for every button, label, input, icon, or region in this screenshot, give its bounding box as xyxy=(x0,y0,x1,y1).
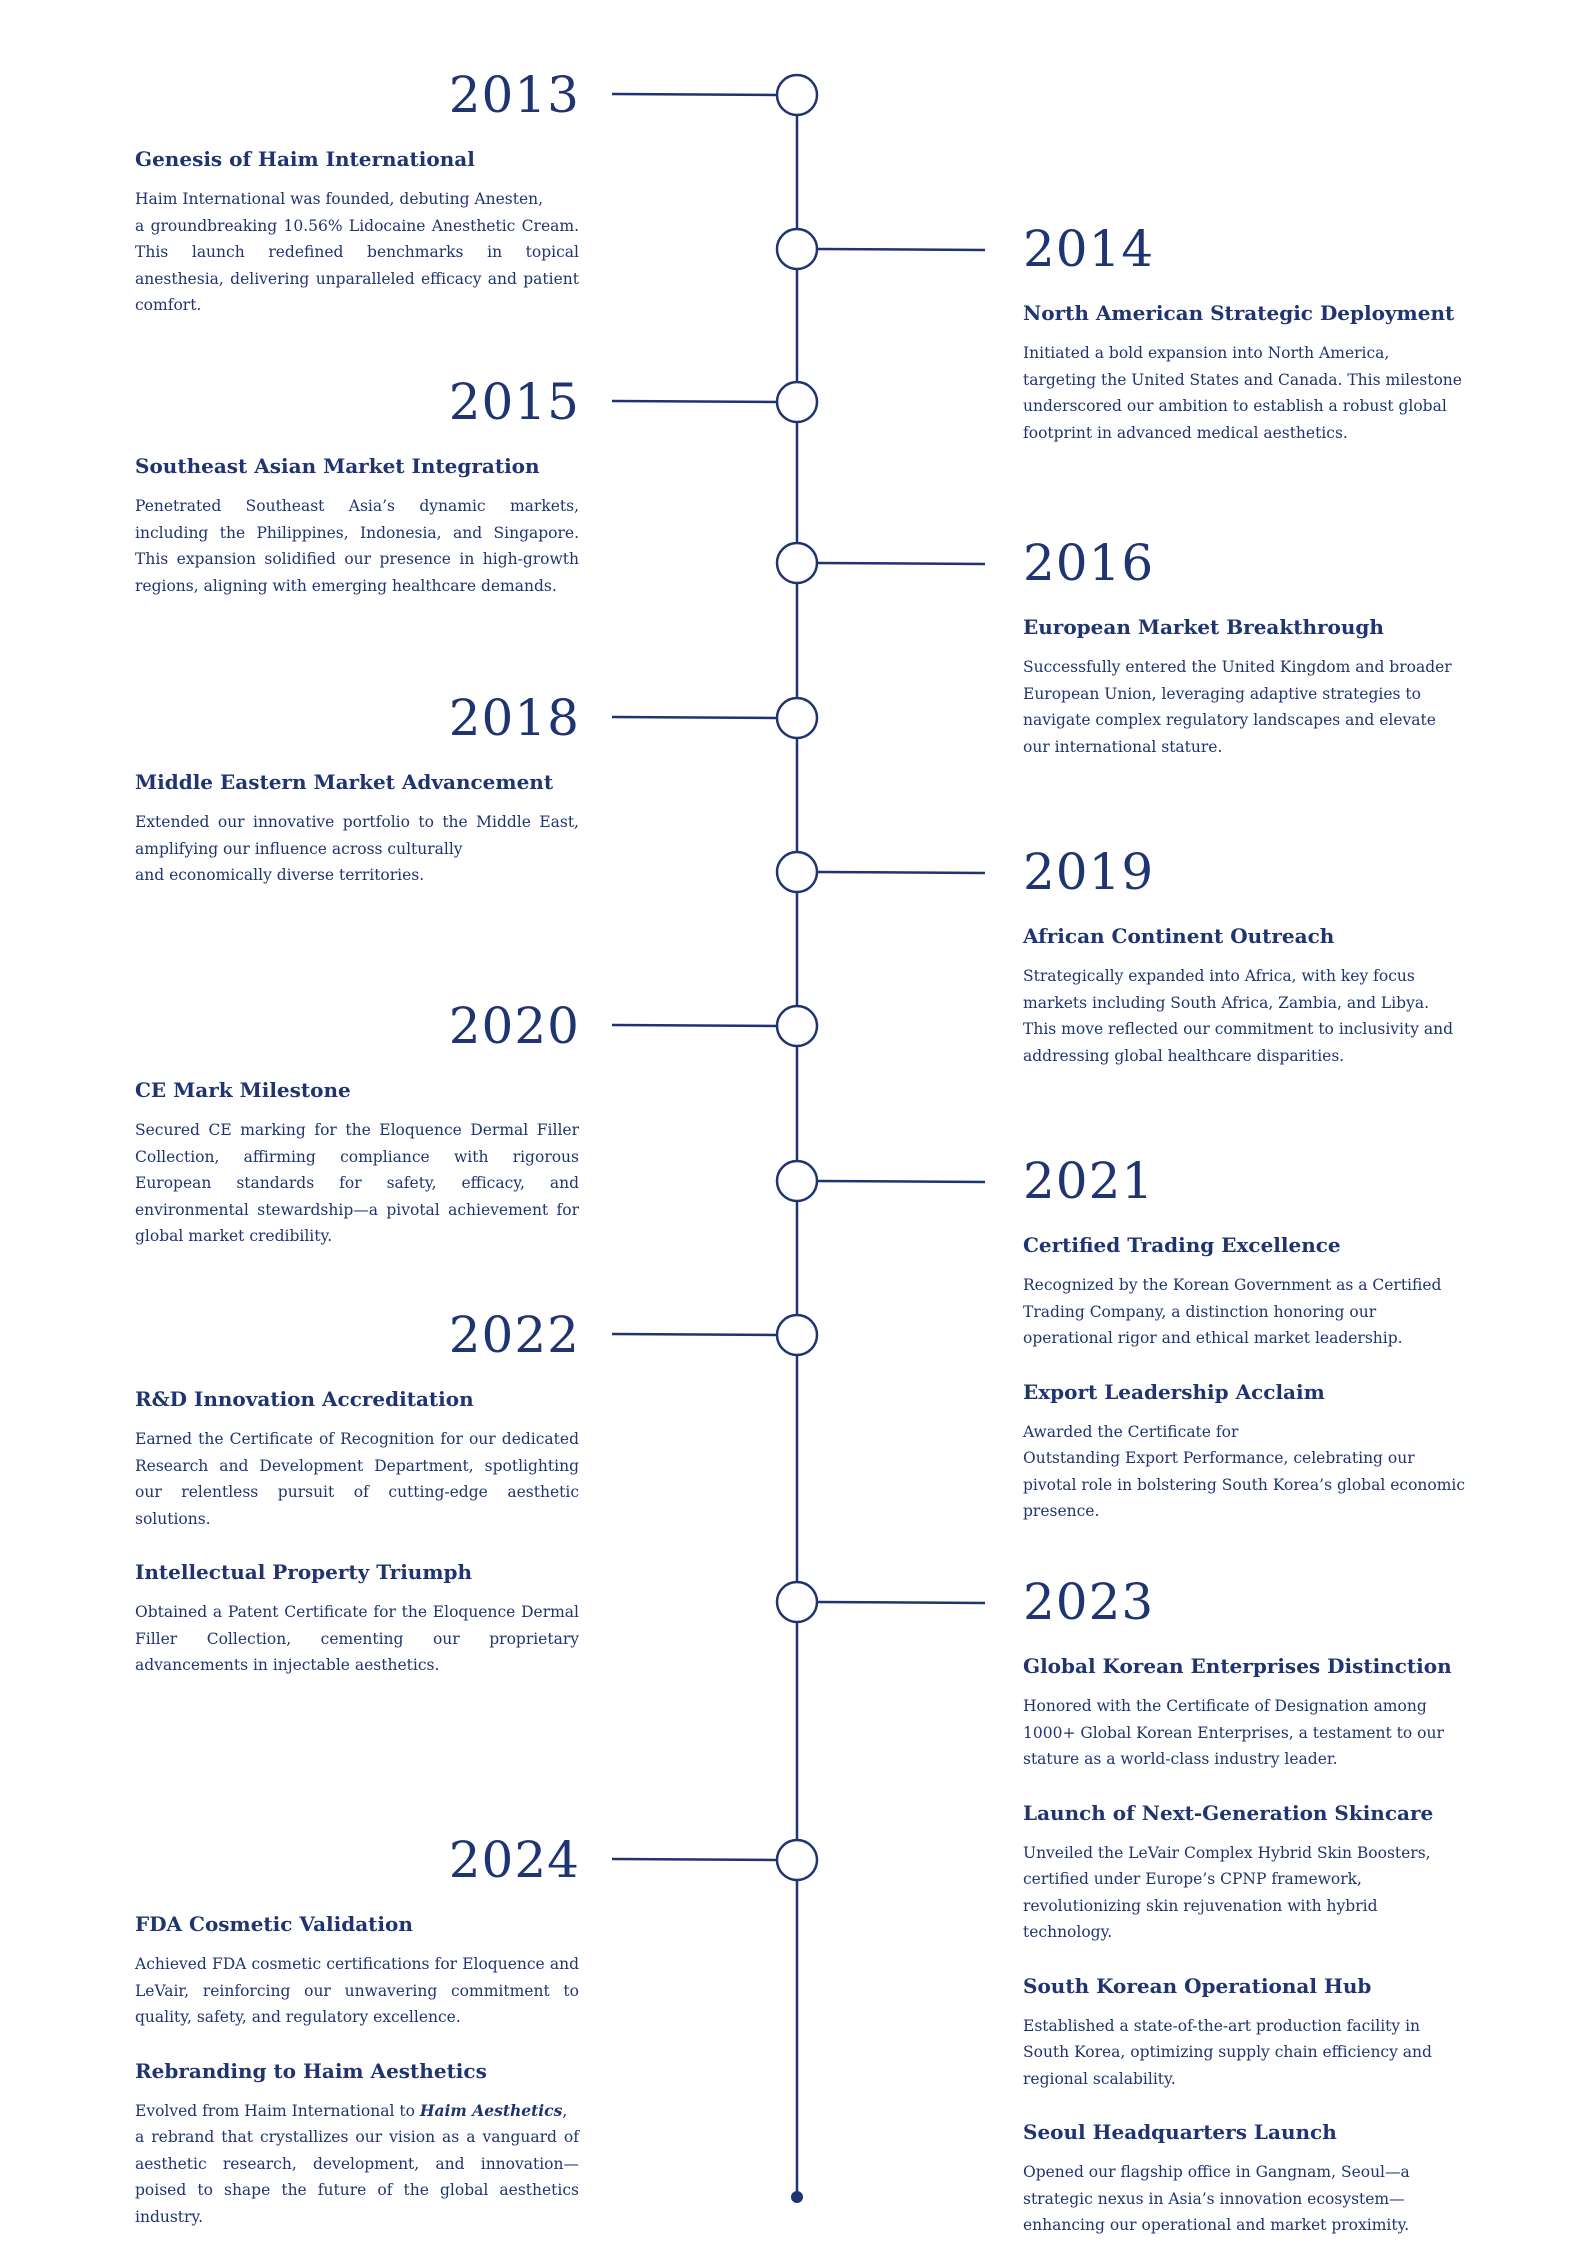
event-description xyxy=(1023,654,1467,760)
year-heading-2021: 2021 xyxy=(1023,1152,1155,1210)
timeline-connector-2022 xyxy=(612,1334,777,1335)
milestone-event xyxy=(135,1385,579,1532)
event-title: Intellectual Property Triumph xyxy=(135,1560,473,1584)
event-description-line: Unveiled the LeVair Complex Hybrid Skin Boosters, certified under Europe’s CPNP framework, revolutionizing skin rejuvenation with hybrid technology. xyxy=(1023,1843,1431,1941)
timeline-connector-2014 xyxy=(817,249,985,250)
milestone-event xyxy=(1023,613,1467,760)
milestone-event xyxy=(135,145,579,319)
event-description xyxy=(135,1951,579,2031)
milestone-events-2023 xyxy=(1023,1652,1467,2265)
year-heading-2019: 2019 xyxy=(1023,843,1155,901)
year-heading-2015: 2015 xyxy=(448,373,580,431)
event-description-line: Honored with the Certificate of Designation among 1000+ Global Korean Enterprises, a testament to our stature as a world-class industry leader. xyxy=(1023,1697,1444,1768)
year-heading-2016: 2016 xyxy=(1023,534,1155,592)
event-description xyxy=(135,186,579,319)
event-title: R&D Innovation Accreditation xyxy=(135,1387,474,1411)
timeline-connector-2016 xyxy=(817,563,985,564)
timeline-connector-2023 xyxy=(817,1602,985,1603)
milestone-events-2018 xyxy=(135,768,579,915)
event-title: African Continent Outreach xyxy=(1023,924,1335,948)
event-description xyxy=(1023,1693,1467,1773)
timeline-connector-2018 xyxy=(612,717,777,718)
timeline-node-2016 xyxy=(777,543,817,583)
timeline-node-2019 xyxy=(777,852,817,892)
timeline-connector-2013 xyxy=(612,94,777,95)
milestone-events-2024 xyxy=(135,1910,579,2256)
year-heading-2014: 2014 xyxy=(1023,220,1155,278)
timeline-connector-2015 xyxy=(612,401,777,402)
event-title: Southeast Asian Market Integration xyxy=(135,454,540,478)
event-description-line: Strategically expanded into Africa, with key focus markets including South Africa, Zambia, and Libya. This move reflected our commitment to inclusivity and addressing global healthcare disparities. xyxy=(1023,967,1454,1065)
timeline-node-2021 xyxy=(777,1161,817,1201)
event-title: Genesis of Haim International xyxy=(135,147,475,171)
timeline-node-2022 xyxy=(777,1315,817,1355)
event-description-line: Secured CE marking for the Eloquence Dermal Filler Collection, affirming compliance with rigorous European standards for safety, efficacy, and environmental stewardship—a pivotal achievement for global market credibility. xyxy=(135,1121,579,1245)
event-description xyxy=(135,493,579,599)
event-description-line: Evolved from Haim International to xyxy=(135,2101,420,2120)
timeline-connector-2021 xyxy=(817,1181,985,1182)
event-title: CE Mark Milestone xyxy=(135,1078,351,1102)
event-description-line: and economically diverse territories. xyxy=(135,866,425,884)
timeline-end-dot xyxy=(791,2191,803,2203)
event-description-line: Established a state-of-the-art production facility in South Korea, optimizing supply chain efficiency and regional scalability. xyxy=(1023,2016,1432,2088)
timeline-node-2014 xyxy=(777,229,817,269)
event-description xyxy=(1023,1272,1467,1352)
event-description-line: Outstanding Export Performance, celebrating our pivotal role in bolstering South Korea’s global economic presence. xyxy=(1023,1449,1466,1520)
milestone-event xyxy=(1023,2118,1467,2239)
milestone-event xyxy=(135,1910,579,2031)
timeline-node-2023 xyxy=(777,1582,817,1622)
event-description-line: Earned the Certificate of Recognition for our dedicated Research and Development Department, spotlighting our relentless pursuit of cutting-edge aesthetic solutions. xyxy=(135,1430,579,1528)
event-description-line: Penetrated Southeast Asia’s dynamic markets, including the Philippines, Indonesia, and Singapore. This expansion solidified our presence in high-growth regions, aligning with emerging healthcare demands. xyxy=(135,497,579,595)
milestone-event xyxy=(1023,922,1467,1069)
timeline-connector-2019 xyxy=(817,872,985,873)
year-heading-2022: 2022 xyxy=(448,1306,580,1364)
event-description-line: Awarded the Certificate for xyxy=(1023,1422,1239,1441)
timeline-node-2015 xyxy=(777,382,817,422)
milestone-event xyxy=(135,1558,579,1679)
brand-name-emphasis: Haim Aesthetics xyxy=(419,2100,563,2120)
timeline-node-2018 xyxy=(777,698,817,738)
event-description xyxy=(135,2098,579,2231)
event-description-line: a rebrand that crystallizes our vision as a vanguard of aesthetic research, development, and innovation—poised to shape the future of the global aesthetics industry. xyxy=(135,2128,579,2226)
timeline-node-2024 xyxy=(777,1840,817,1880)
event-title: Rebranding to Haim Aesthetics xyxy=(135,2058,487,2083)
event-description xyxy=(1023,2159,1467,2239)
milestone-event xyxy=(1023,1378,1467,1525)
event-description xyxy=(1023,340,1467,446)
year-heading-2023: 2023 xyxy=(1023,1573,1155,1631)
milestone-event xyxy=(1023,1652,1467,1773)
event-description xyxy=(135,1426,579,1532)
timeline-connector-2020 xyxy=(612,1025,777,1026)
milestone-events-2022 xyxy=(135,1385,579,1705)
milestone-event xyxy=(135,2057,579,2231)
timeline-node-2013 xyxy=(777,75,817,115)
event-description-line: a groundbreaking 10.56% Lidocaine Anesthetic Cream. This launch redefined benchmarks in topical anesthesia, delivering unparalleled efficacy and patient comfort. xyxy=(135,216,579,314)
milestone-events-2020 xyxy=(135,1076,579,1276)
event-description xyxy=(1023,1419,1467,1525)
milestone-event xyxy=(1023,1799,1467,1946)
milestone-events-2021 xyxy=(1023,1231,1467,1551)
event-description-line: Achieved FDA cosmetic certifications for Eloquence and LeVair, reinforcing our unwavering commitment to quality, safety, and regulatory excellence. xyxy=(135,1955,579,2026)
event-description-line: Haim International was founded, debuting Anesten, xyxy=(135,190,544,208)
year-heading-2024: 2024 xyxy=(448,1831,580,1889)
event-title: North American Strategic Deployment xyxy=(1023,301,1455,325)
event-description xyxy=(1023,1840,1467,1946)
event-description xyxy=(135,809,579,889)
event-title: Certified Trading Excellence xyxy=(1023,1233,1341,1257)
event-title: South Korean Operational Hub xyxy=(1023,1973,1372,1998)
event-description xyxy=(1023,963,1467,1069)
event-title: Export Leadership Acclaim xyxy=(1023,1379,1325,1404)
event-description-line: Opened our flagship office in Gangnam, Seoul—a strategic nexus in Asia’s innovation ecosystem—enhancing our operational and market proximity. xyxy=(1023,2163,1410,2234)
event-description-line: Initiated a bold expansion into North America, targeting the United States and Canada. This milestone underscored our ambition to establish a robust global footprint in advanced medical aesthetics. xyxy=(1023,344,1462,442)
event-title: European Market Breakthrough xyxy=(1023,615,1384,639)
year-heading-2013: 2013 xyxy=(448,66,580,124)
milestone-event xyxy=(135,452,579,599)
year-heading-2018: 2018 xyxy=(448,689,580,747)
event-title: Global Korean Enterprises Distinction xyxy=(1023,1654,1452,1678)
event-description-line: Extended our innovative portfolio to the Middle East, amplifying our influence across culturally xyxy=(135,813,579,858)
milestone-event xyxy=(1023,299,1467,446)
event-description-line: Obtained a Patent Certificate for the Eloquence Dermal Filler Collection, cementing our proprietary advancements in injectable aesthetics. xyxy=(135,1603,579,1674)
event-description-line: Successfully entered the United Kingdom and broader European Union, leveraging adaptive strategies to navigate complex regulatory landscapes and elevate our international stature. xyxy=(1023,658,1452,756)
event-title: Middle Eastern Market Advancement xyxy=(135,770,554,794)
event-description xyxy=(1023,2013,1467,2093)
year-heading-2020: 2020 xyxy=(448,997,580,1055)
milestone-events-2013 xyxy=(135,145,579,345)
timeline-connector-2024 xyxy=(612,1859,777,1860)
event-description-line: , xyxy=(562,2101,568,2120)
milestone-events-2016 xyxy=(1023,613,1467,786)
event-title: Seoul Headquarters Launch xyxy=(1023,2120,1337,2144)
milestone-event xyxy=(1023,1972,1467,2093)
event-description xyxy=(135,1117,579,1250)
milestone-events-2019 xyxy=(1023,922,1467,1095)
milestone-event xyxy=(135,768,579,889)
event-title: Launch of Next-Generation Skincare xyxy=(1023,1800,1434,1825)
milestone-event xyxy=(1023,1231,1467,1352)
event-description-line: Recognized by the Korean Government as a Certified Trading Company, a distinction honoring our operational rigor and ethical market leadership. xyxy=(1023,1276,1442,1347)
event-description xyxy=(135,1599,579,1679)
milestone-events-2015 xyxy=(135,452,579,625)
milestone-events-2014 xyxy=(1023,299,1467,472)
timeline-node-2020 xyxy=(777,1006,817,1046)
event-title: FDA Cosmetic Validation xyxy=(135,1912,413,1936)
milestone-event xyxy=(135,1076,579,1250)
